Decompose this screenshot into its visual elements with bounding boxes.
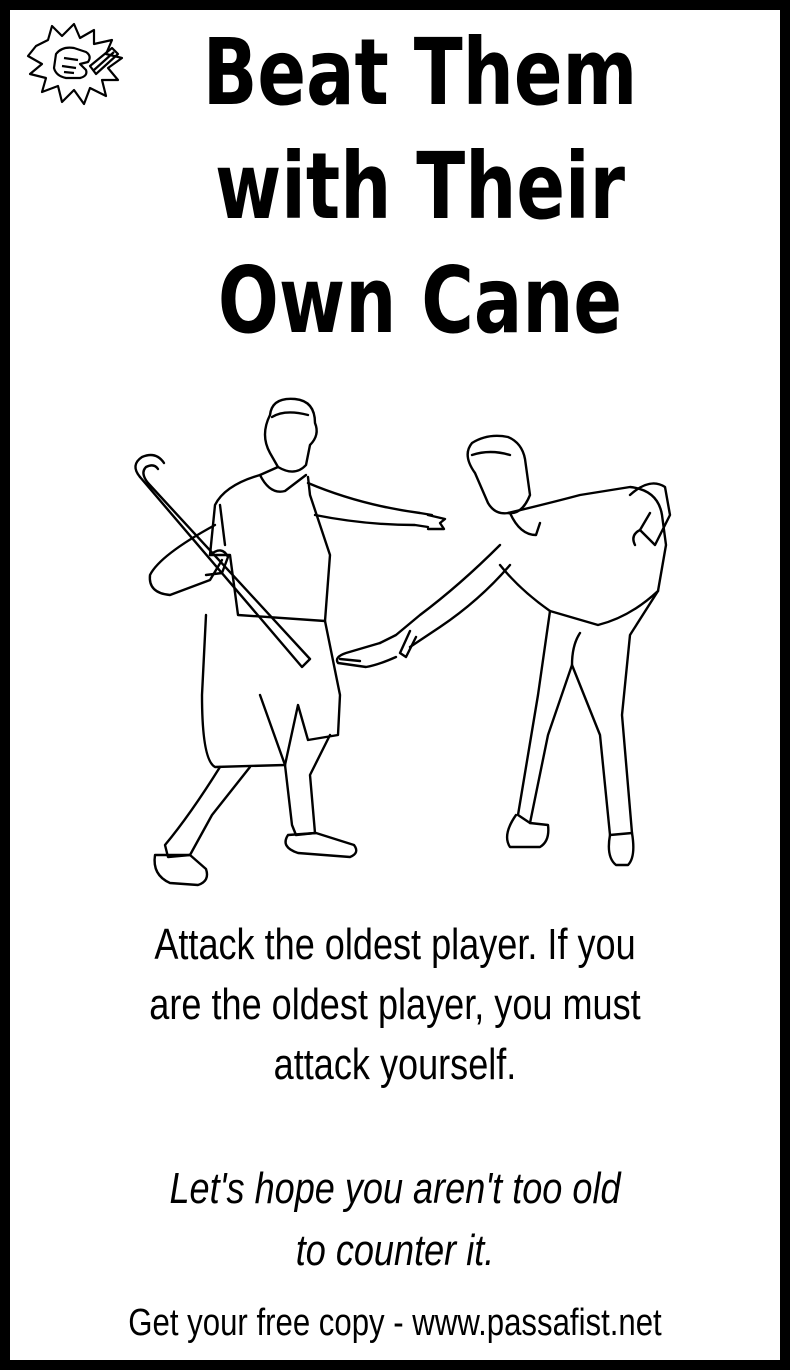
fist-burst-icon: [22, 18, 130, 110]
rule-line-1: Attack the oldest player. If you: [154, 920, 636, 969]
title-line-1: Beat Them: [202, 19, 638, 126]
flavor-line-2: to counter it.: [295, 1226, 495, 1275]
rule-line-2: are the oldest player, you must: [149, 980, 641, 1029]
flavor-text: [112, 1158, 678, 1282]
card-title: [186, 16, 654, 358]
footer-link-text: Get your free copy - www.passafist.net: [128, 1302, 662, 1344]
rule-text: [112, 915, 678, 1095]
title-line-2: with Their: [215, 133, 625, 240]
rule-line-3: attack yourself.: [273, 1040, 517, 1089]
title-line-3: Own Cane: [217, 247, 623, 354]
cane-attack-illustration: [110, 395, 680, 900]
game-card: [10, 10, 780, 1360]
flavor-line-1: Let's hope you aren't too old: [169, 1164, 621, 1213]
